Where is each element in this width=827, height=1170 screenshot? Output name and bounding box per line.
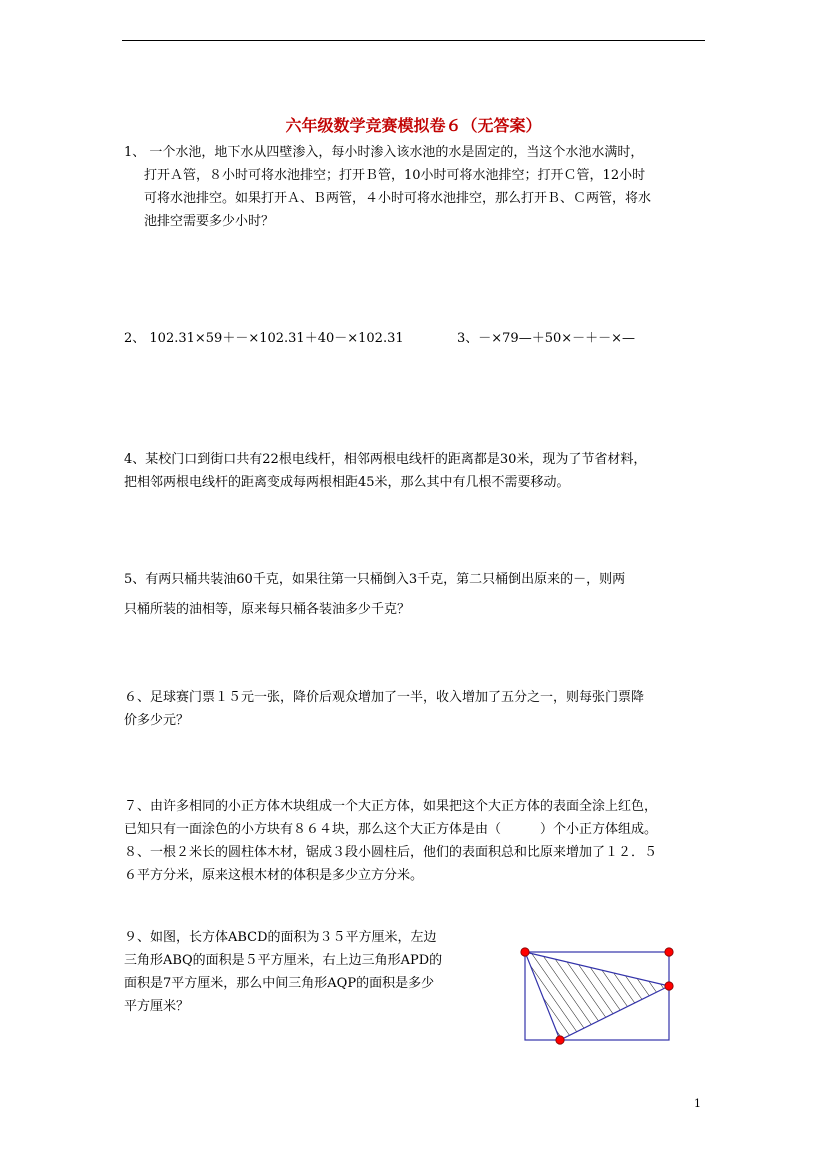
question-8 (124, 841, 657, 887)
question-2-text: 2、 102.31×59＋－×102.31＋40－×102.31 (124, 331, 404, 346)
question-6-line: 价多少元？ (124, 713, 190, 728)
question-6-line: ６、足球赛门票１５元一张，降价后观众增加了一半，收入增加了五分之一，则每张门票降 (124, 690, 645, 705)
question-9-line: ９、如图，长方体ABCD的面积为３５平方厘米，左边 (124, 930, 437, 945)
question-9-line: 三角形ABQ的面积是５平方厘米，右上边三角形APD的 (124, 953, 443, 968)
question-1 (124, 141, 651, 233)
question-7-line: ７、由许多相同的小正方体木块组成一个大正方体，如果把这个大正方体的表面全涂上红色， (124, 799, 658, 814)
question-8-line: ８、一根２米长的圆柱体木材，锯成３段小圆柱后，他们的表面积总和比原来增加了１２．５ (124, 845, 658, 860)
question-1-line: 1、 一个水池，地下水从四壁渗入，每小时渗入该水池的水是固定的，当这个水池水满时， (124, 145, 644, 160)
question-7-line: 已知只有一面涂色的小方块有８６４块，那么这个大正方体是由（ ）个小正方体组成。 (124, 822, 658, 837)
question-1-line: 可将水池排空。如果打开Ａ、Ｂ两管，４小时可将水池排空，那么打开Ｂ、Ｃ两管，将水 (144, 191, 652, 206)
point-p (665, 982, 673, 990)
question-7 (124, 795, 657, 841)
question-3-text: 3、－×79—＋50×－＋－×— (457, 331, 636, 346)
question-3 (457, 327, 635, 350)
question-4-line: 4、某校门口到街口共有22根电线杆，相邻两根电线杆的距离都是30米，现为了节省材料， (124, 452, 647, 467)
question-9-line: 面积是7平方厘米，那么中间三角形AQP的面积是多少 (124, 976, 435, 991)
question-2 (124, 327, 404, 350)
question-4-line: 把相邻两根电线杆的距离变成每两根相距45米，那么其中有几根不需要移动。 (124, 475, 570, 490)
question-8-line: ６平方分米，原来这根木材的体积是多少立方分米。 (124, 868, 424, 883)
question-5-line: 5、有两只桶共装油60千克，如果往第一只桶倒入3千克，第二只桶倒出原来的－，则两 (124, 572, 626, 587)
question-9 (124, 926, 442, 1018)
question-6 (124, 686, 644, 732)
page-title: 六年级数学竞赛模拟卷６（无答案） (285, 116, 542, 135)
rectangle-triangle-figure (515, 944, 680, 1049)
point-q (556, 1036, 564, 1044)
triangle-aqp (525, 952, 669, 1040)
question-5-line: 只桶所装的油相等，原来每只桶各装油多少千克？ (124, 602, 411, 617)
question-5 (124, 565, 625, 625)
question-1-line: 打开Ａ管，８小时可将水池排空；打开Ｂ管，10小时可将水池排空；打开Ｃ管，12小时 (144, 168, 646, 183)
point-d (665, 948, 673, 956)
question-9-line: 平方厘米？ (124, 999, 190, 1014)
header-rule (122, 40, 705, 41)
question-1-line: 池排空需要多少小时？ (144, 214, 275, 229)
page-number: 1 (694, 1097, 701, 1110)
point-a (521, 948, 529, 956)
question-4 (124, 448, 646, 494)
